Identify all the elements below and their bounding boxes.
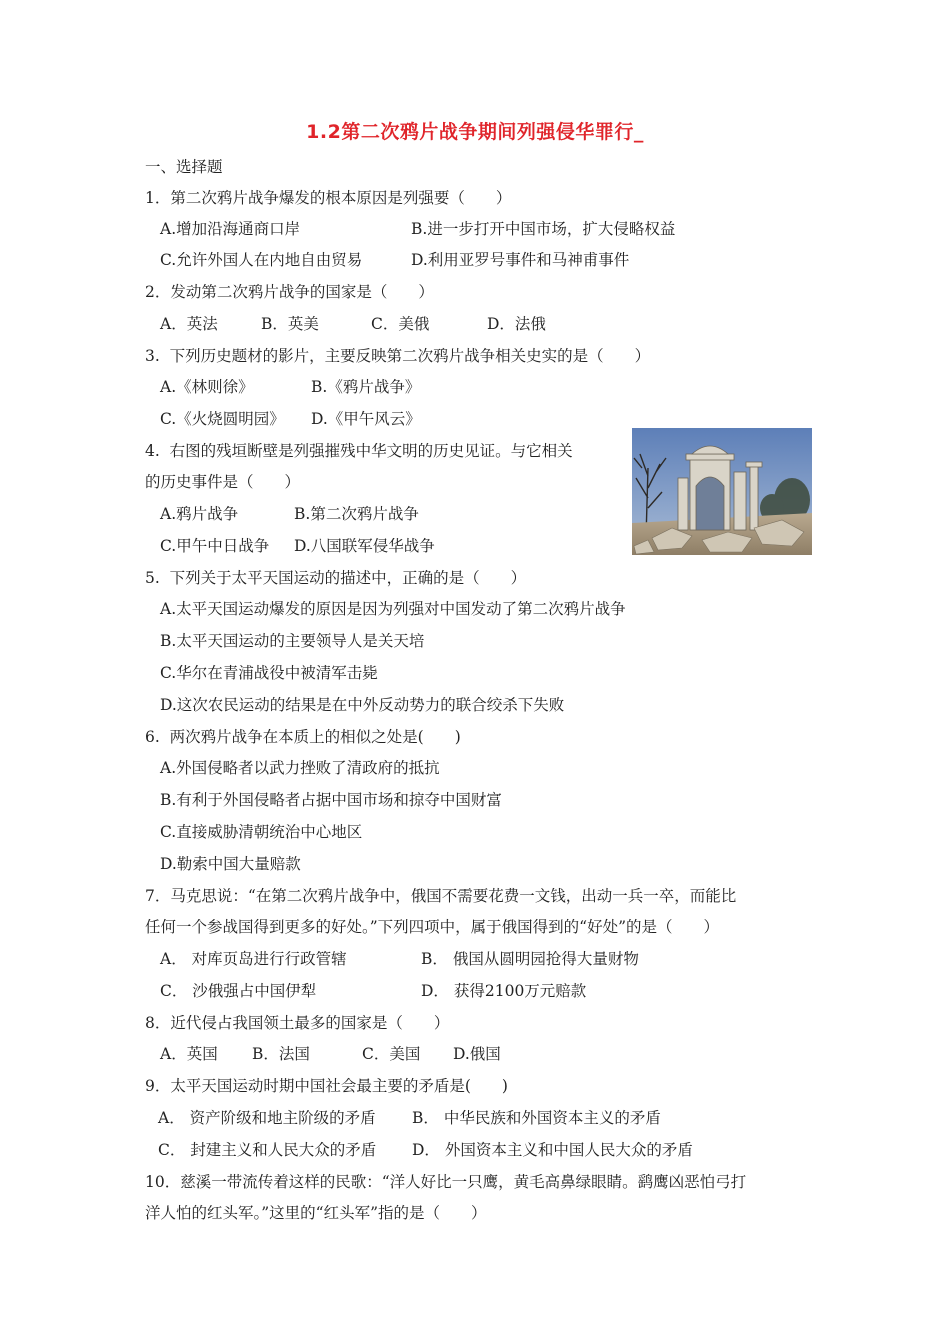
question-3-stem: 3. 下列历史题材的影片，主要反映第二次鸦片战争相关史实的是（ ） xyxy=(145,347,651,365)
question-1-option-a: A.增加沿海通商口岸 xyxy=(160,220,301,238)
question-4-option-a: A.鸦片战争 xyxy=(160,505,239,523)
question-1-option-b: B.进一步打开中国市场，扩大侵略权益 xyxy=(411,220,676,238)
question-7-option-b: B． 俄国从圆明园抢得大量财物 xyxy=(421,950,639,968)
question-3-option-b: B.《鸦片战争》 xyxy=(311,378,421,396)
question-9-option-a: A． 资产阶级和地主阶级的矛盾 xyxy=(158,1109,376,1127)
question-6-option-a: A.外国侵略者以武力挫败了清政府的抵抗 xyxy=(160,759,440,777)
section-heading: 一、选择题 xyxy=(145,158,223,176)
question-5-stem: 5. 下列关于太平天国运动的描述中，正确的是（ ） xyxy=(145,569,527,587)
question-6-option-d: D.勒索中国大量赔款 xyxy=(160,855,301,873)
question-2-stem: 2．发动第二次鸦片战争的国家是（ ） xyxy=(145,283,434,301)
question-7-option-d: D． 获得2100万元赔款 xyxy=(421,982,587,1000)
question-5-option-b: B.太平天国运动的主要领导人是关天培 xyxy=(160,632,425,650)
question-2-option-c: C．美俄 xyxy=(371,315,430,333)
question-4-option-d: D.八国联军侵华战争 xyxy=(294,537,435,555)
question-8-option-d: D.俄国 xyxy=(453,1045,501,1063)
question-8-option-c: C．美国 xyxy=(362,1045,421,1063)
question-9-option-c: C． 封建主义和人民大众的矛盾 xyxy=(158,1141,377,1159)
question-6-option-c: C.直接威胁清朝统治中心地区 xyxy=(160,823,363,841)
question-9-stem: 9．太平天国运动时期中国社会最主要的矛盾是( ) xyxy=(145,1077,508,1095)
question-2-option-d: D．法俄 xyxy=(487,315,546,333)
question-7-option-c: C． 沙俄强占中国伊犁 xyxy=(160,982,317,1000)
question-8-option-a: A．英国 xyxy=(160,1045,218,1063)
question-4-stem: 4. 右图的残垣断壁是列强摧残中华文明的历史见证。与它相关 xyxy=(145,442,573,460)
question-3-option-d: D.《甲午风云》 xyxy=(311,410,421,428)
question-2-option-a: A．英法 xyxy=(160,315,218,333)
question-4-stem-continued: 的历史事件是（ ） xyxy=(145,473,301,491)
question-9-option-d: D． 外国资本主义和中国人民大众的矛盾 xyxy=(412,1141,693,1159)
question-2-option-b: B．英美 xyxy=(261,315,319,333)
question-8-option-b: B．法国 xyxy=(252,1045,310,1063)
question-10-stem-continued: 洋人怕的红头军。”这里的“红头军”指的是（ ） xyxy=(145,1204,487,1222)
question-4-option-c: C.甲午中日战争 xyxy=(160,537,270,555)
question-7-stem: 7．马克思说：“在第二次鸦片战争中，俄国不需要花费一文钱，出动一兵一卒，而能比 xyxy=(145,887,737,905)
question-5-option-d: D.这次农民运动的结果是在中外反动势力的联合绞杀下失败 xyxy=(160,696,565,714)
question-1-option-d: D.利用亚罗号事件和马神甫事件 xyxy=(411,251,630,269)
question-10-stem: 10．慈溪一带流传着这样的民歌：“洋人好比一只鹰，黄毛高鼻绿眼睛。鹞鹰凶恶怕弓打 xyxy=(145,1173,747,1191)
question-6-stem: 6. 两次鸦片战争在本质上的相似之处是( ) xyxy=(145,728,461,746)
question-9-option-b: B． 中华民族和外国资本主义的矛盾 xyxy=(412,1109,661,1127)
question-1-option-c: C.允许外国人在内地自由贸易 xyxy=(160,251,363,269)
question-1-stem: 1．第二次鸦片战争爆发的根本原因是列强要（ ） xyxy=(145,189,512,207)
question-4-option-b: B.第二次鸦片战争 xyxy=(294,505,419,523)
question-3-option-c: C.《火烧圆明园》 xyxy=(160,410,285,428)
question-8-stem: 8．近代侵占我国领土最多的国家是（ ） xyxy=(145,1014,450,1032)
question-3-option-a: A.《林则徐》 xyxy=(160,378,254,396)
question-5-option-a: A.太平天国运动爆发的原因是因为列强对中国发动了第二次鸦片战争 xyxy=(160,600,626,618)
question-5-option-c: C.华尔在青浦战役中被清军击毙 xyxy=(160,664,378,682)
question-6-option-b: B.有利于外国侵略者占据中国市场和掠夺中国财富 xyxy=(160,791,502,809)
question-7-option-a: A． 对库页岛进行行政管辖 xyxy=(160,950,347,968)
question-7-stem-continued: 任何一个参战国得到更多的好处。”下列四项中，属于俄国得到的“好处”的是（ ） xyxy=(145,918,720,936)
page-title: 1.2第二次鸦片战争期间列强侵华罪行_ xyxy=(306,121,644,143)
ruins-photo xyxy=(632,428,812,555)
